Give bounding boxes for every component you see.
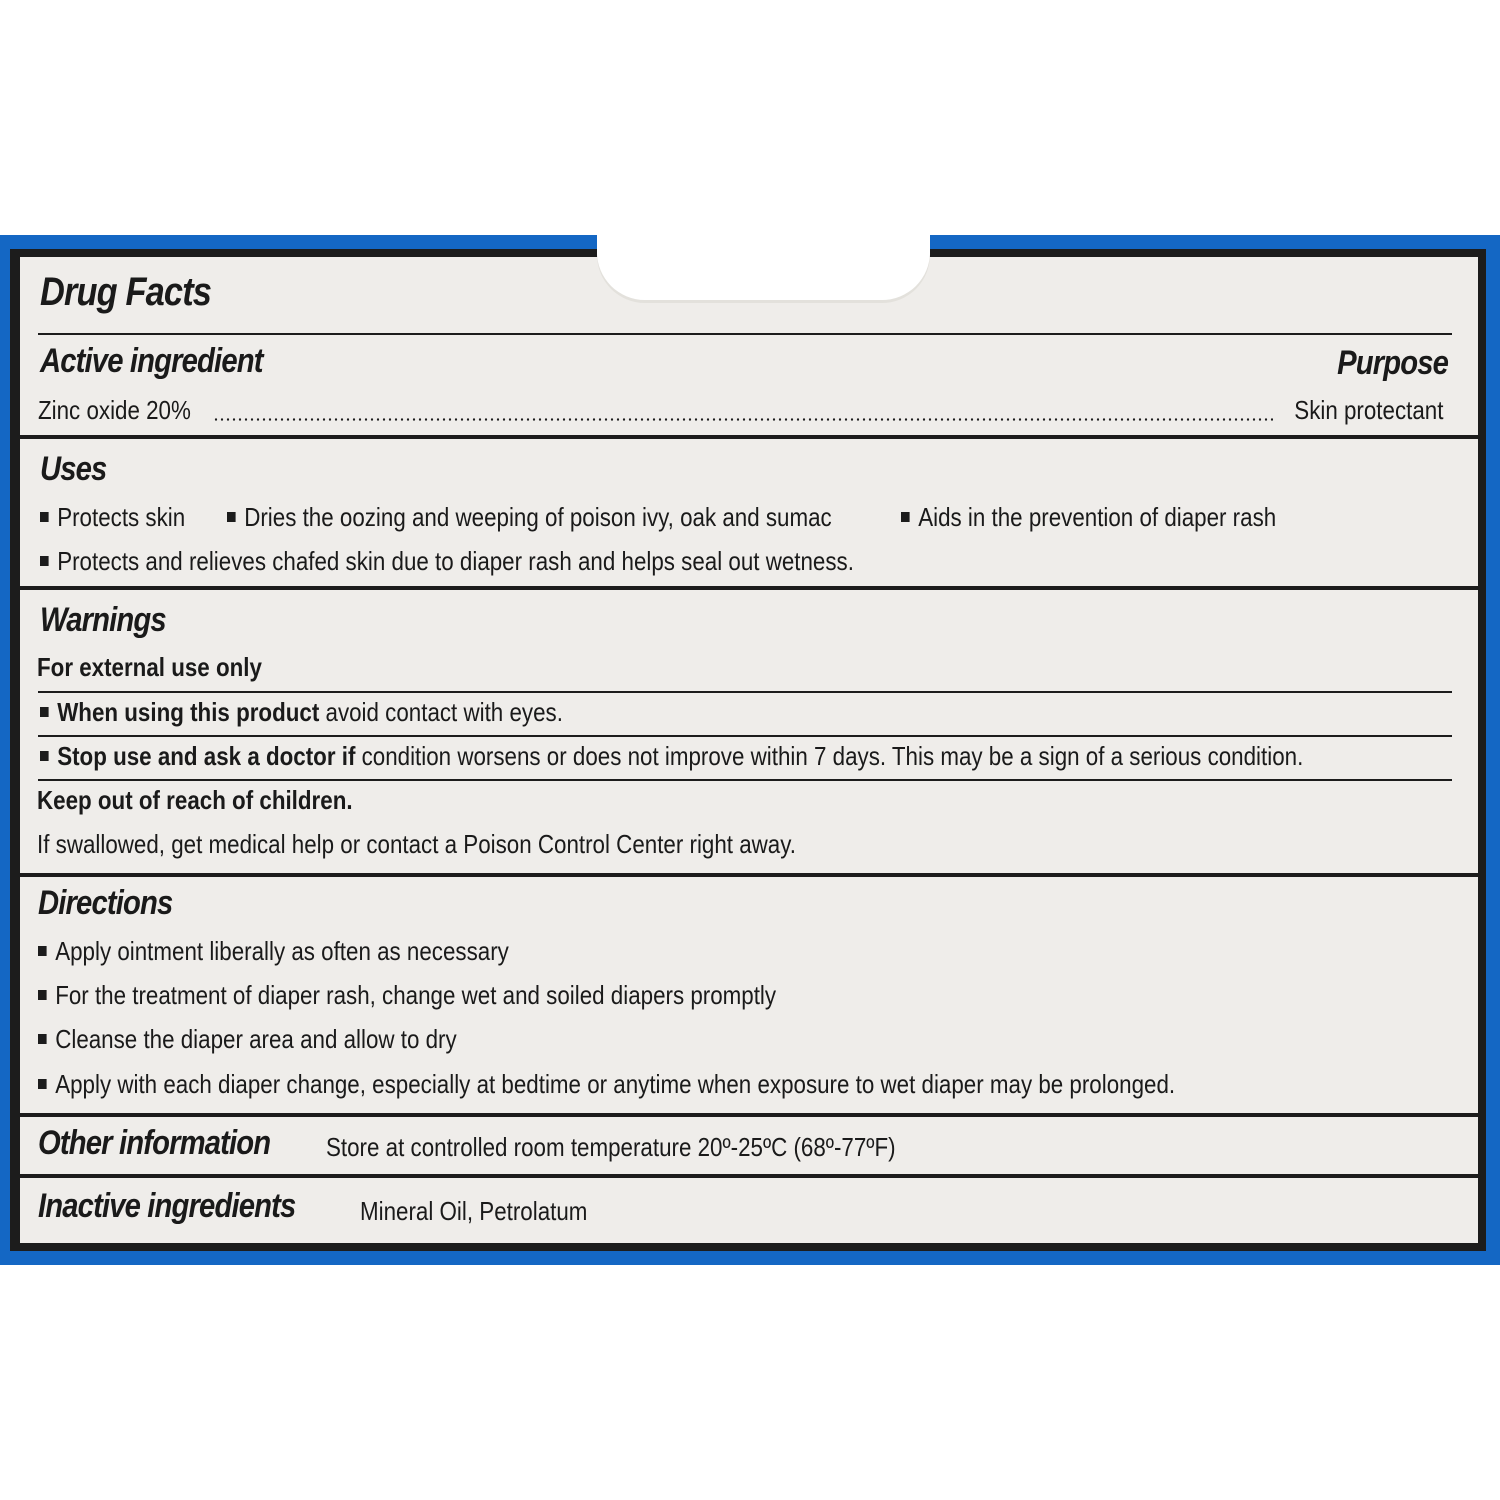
directions-item: Apply ointment liberally as often as necessary [38, 936, 509, 967]
section-divider [20, 1174, 1478, 1178]
purpose-value: Skin protectant [1293, 395, 1443, 425]
warning-divider [38, 691, 1452, 693]
uses-item: Protects skin [40, 502, 185, 533]
section-divider [20, 435, 1478, 439]
other-information-text: Store at controlled room temperature 20º-25ºC (68º-77ºF) [326, 1132, 896, 1162]
bullet-icon [40, 751, 49, 761]
uses-item: Protects and relieves chafed skin due to diaper rash and helps seal out wetness. [40, 546, 854, 577]
inactive-ingredients-text: Mineral Oil, Petrolatum [360, 1196, 588, 1226]
section-divider [20, 1113, 1478, 1117]
title-divider [38, 333, 1452, 335]
bullet-icon [40, 512, 49, 522]
directions-item: For the treatment of diaper rash, change wet and soiled diapers promptly [38, 980, 776, 1011]
bullet-icon [38, 946, 47, 956]
hang-tab-hole [597, 220, 930, 300]
warning-divider [38, 779, 1452, 781]
directions-item: Cleanse the diaper area and allow to dry [38, 1024, 457, 1055]
bullet-icon [40, 556, 49, 566]
bullet-icon [227, 512, 236, 522]
warning-divider [38, 735, 1452, 737]
bullet-icon [38, 990, 47, 1000]
uses-item: Aids in the prevention of diaper rash [901, 502, 1276, 533]
section-divider [20, 873, 1478, 877]
directions-heading: Directions [38, 884, 173, 922]
bullet-icon [38, 1079, 47, 1089]
external-use-warning: For external use only [37, 652, 262, 682]
bullet-icon [38, 1034, 47, 1044]
directions-item: Apply with each diaper change, especially at bedtime or anytime when exposure to wet diaper may be prolonged. [38, 1069, 1175, 1100]
other-information-heading: Other information [38, 1124, 271, 1162]
when-using-warning: When using this product avoid contact with eyes. [40, 697, 563, 728]
section-divider [20, 586, 1478, 590]
uses-heading: Uses [40, 450, 107, 488]
bullet-icon [901, 512, 910, 522]
active-ingredient-name: Zinc oxide 20% [38, 395, 191, 425]
uses-item: Dries the oozing and weeping of poison ivy, oak and sumac [227, 502, 832, 533]
leader-dots [213, 418, 1273, 421]
page-title: Drug Facts [40, 270, 212, 314]
warnings-heading: Warnings [40, 601, 166, 639]
purpose-heading: Purpose [1337, 344, 1448, 382]
keep-out-of-reach: Keep out of reach of children. [37, 785, 353, 815]
bullet-icon [40, 707, 49, 717]
stop-use-warning: Stop use and ask a doctor if condition worsens or does not improve within 7 days. This may be a sign of a serious condition. [40, 741, 1303, 772]
inactive-ingredients-heading: Inactive ingredients [38, 1187, 296, 1225]
active-ingredient-heading: Active ingredient [40, 342, 263, 380]
if-swallowed-text: If swallowed, get medical help or contact a Poison Control Center right away. [37, 829, 796, 859]
